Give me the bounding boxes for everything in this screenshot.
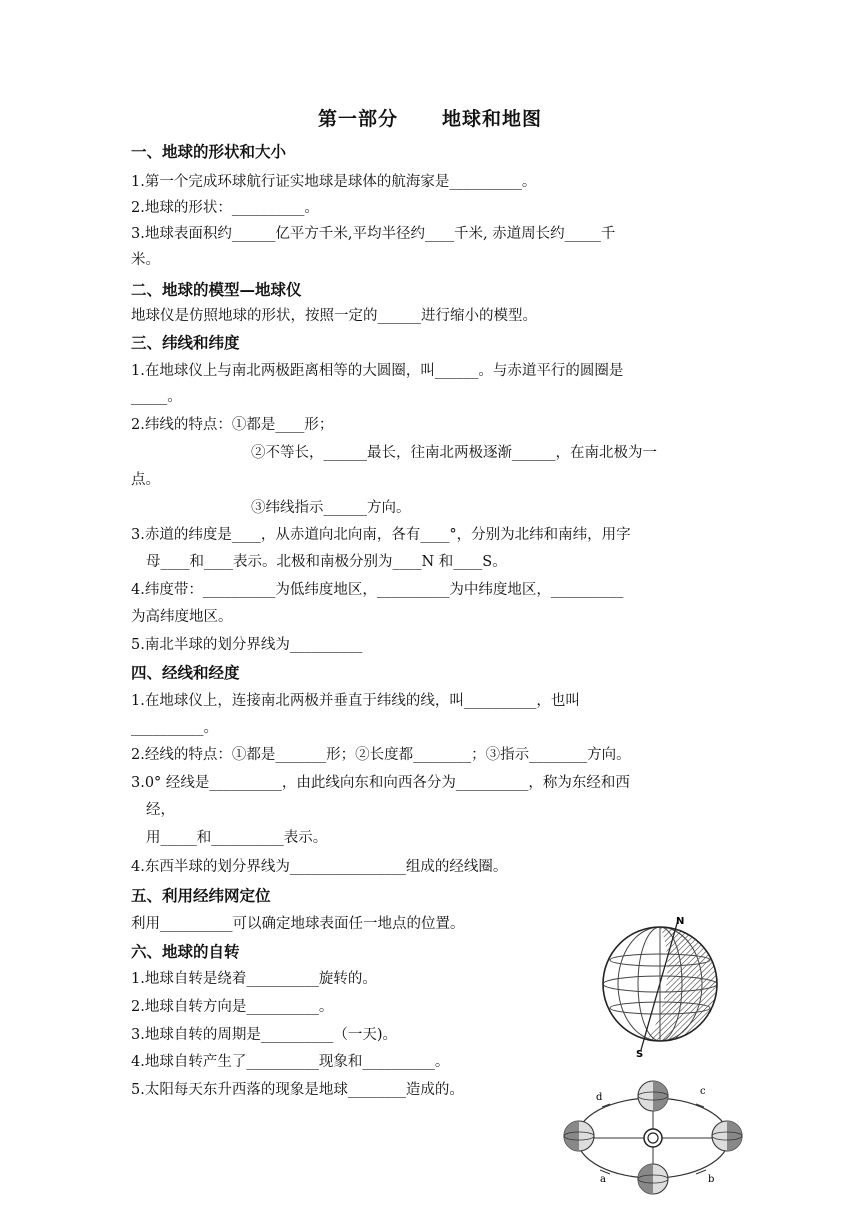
question-line: 3.地球自转的周期是__________（一天)。: [131, 1027, 397, 1043]
question-line: ②不等长，______最长，往南北两极逐渐______，在南北极为一: [251, 445, 657, 461]
question-line: 3.0° 经线是__________，由此线向东和向西各分为__________，称为东经和西: [131, 775, 630, 791]
question-line: 用_____和__________表示。: [146, 830, 328, 846]
globe-day-night-figure: [598, 912, 724, 1058]
orbit-label-c: c: [700, 1086, 706, 1097]
question-line: 2.经线的特点：①都是_______形；②长度都________；③指示________方向。: [131, 747, 631, 763]
question-line: 经，: [146, 802, 175, 818]
title-topic: 地球和地图: [442, 108, 543, 130]
earth-orbit-figure: [560, 1076, 746, 1202]
section-heading-shape-size: 一、地球的形状和大小: [131, 143, 287, 161]
section-heading-rotation: 六、地球的自转: [131, 943, 240, 961]
question-line: 利用__________可以确定地球表面任一地点的位置。: [131, 916, 465, 932]
title-part: 第一部分: [317, 108, 398, 130]
earth-top-icon: [638, 1081, 668, 1111]
orbit-label-a: a: [600, 1174, 606, 1185]
question-line: 5.太阳每天东升西落的现象是地球________造成的。: [131, 1082, 464, 1098]
globe-south-label: S: [636, 1049, 644, 1058]
question-line: 2.地球的形状：__________。: [131, 200, 319, 216]
question-line: 2.纬线的特点：①都是____形；: [131, 417, 334, 433]
question-line: __________。: [131, 720, 218, 736]
section-heading-grid-location: 五、利用经纬网定位: [131, 887, 271, 905]
earth-left-icon: [564, 1121, 594, 1151]
question-line: ③纬线指示______方向。: [251, 500, 411, 516]
section-heading-latitude: 三、纬线和纬度: [131, 334, 240, 352]
question-line: 点。: [131, 472, 160, 488]
earth-right-icon: [712, 1121, 742, 1151]
question-line: 2.地球自转方向是__________。: [131, 999, 334, 1015]
question-line: 1.在地球仪上与南北两极距离相等的大圆圈，叫______。与赤道平行的圆圈是: [131, 363, 624, 379]
globe-north-label: N: [676, 916, 685, 927]
question-line: 5.南北半球的划分界线为__________: [131, 637, 363, 653]
question-line: 4.东西半球的划分界线为________________组成的经线圈。: [131, 859, 508, 875]
question-line: 1.第一个完成环球航行证实地球是球体的航海家是__________。: [131, 174, 537, 190]
question-line: _____。: [131, 389, 182, 405]
orbit-label-d: d: [596, 1092, 603, 1103]
question-line: 地球仪是仿照地球的形状，按照一定的______进行缩小的模型。: [131, 308, 537, 324]
question-line: 3.赤道的纬度是____，从赤道向北向南，各有____°，分别为北纬和南纬，用字: [131, 527, 631, 543]
question-line: 3.地球表面积约______亿平方千米,平均半径约____千米, 赤道周长约_____千: [131, 226, 616, 242]
section-heading-longitude: 四、经线和经度: [131, 664, 240, 682]
question-line: 1.地球自转是绕着__________旋转的。: [131, 971, 377, 987]
question-line: 米。: [131, 252, 160, 268]
question-line: 1.在地球仪上，连接南北两极并垂直于纬线的线，叫__________，也叫: [131, 693, 580, 709]
earth-bottom-icon: [638, 1164, 668, 1194]
question-line: 4.纬度带：__________为低纬度地区，__________为中纬度地区，__________: [131, 582, 624, 598]
page-title: [0, 104, 860, 131]
question-line: 为高纬度地区。: [131, 609, 233, 625]
section-heading-globe-model: 二、地球的模型—地球仪: [131, 281, 302, 299]
orbit-label-b: b: [708, 1174, 715, 1185]
question-line: 母____和____表示。北极和南极分别为____N 和____S。: [146, 554, 507, 570]
question-line: 4.地球自转产生了__________现象和__________。: [131, 1054, 450, 1070]
